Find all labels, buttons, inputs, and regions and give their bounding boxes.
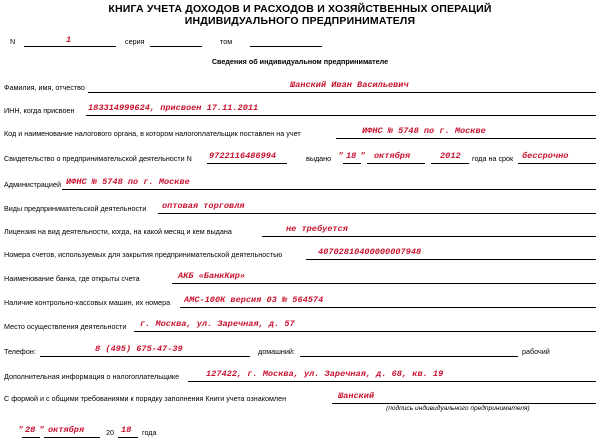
bank-value[interactable]: АКБ «БанкКир» [178,271,246,281]
term-line [518,163,596,164]
activity-label: Виды предпринимательской деятельности [4,204,147,213]
inn-line [86,115,596,116]
issued-day-line [343,163,361,164]
issued-label: выдано [306,154,332,163]
issued-month-line [367,163,425,164]
inn-label: ИНН, когда присвоен [4,106,75,115]
certificate-line [207,163,287,164]
accounts-label: Номера счетов, используемых для закрытия предпринимательской деятельностью [4,250,283,259]
date-day-line [22,437,40,438]
date-day-close-quote: " [39,425,45,435]
issued-day-open-quote: " [338,151,344,161]
place-label: Место осуществления деятельности [4,322,127,331]
extra-info-label: Дополнительная информация о налогоплательщике [4,372,180,381]
issued-month-value[interactable]: октября [374,151,411,161]
phone-line [40,356,250,357]
book-number-value[interactable]: 1 [66,35,72,45]
document-title-line1: КНИГА УЧЕТА ДОХОДОВ И РАСХОДОВ И ХОЗЯЙСТВЕННЫХ ОПЕРАЦИЙ [108,3,492,15]
document-title-line2: ИНДИВИДУАЛЬНОГО ПРЕДПРИНИМАТЕЛЯ [184,15,416,27]
administration-value[interactable]: ИФНС № 5748 по г. Москве [66,177,190,187]
phone-value[interactable]: 8 (495) 675-47-39 [95,344,183,354]
activity-line [158,213,596,214]
acknowledgement-label: С формой и с общими требованиями к порядку заполнения Книги учета ознакомлен [4,394,287,403]
term-value[interactable]: бессрочно [522,151,569,161]
signature-line [332,403,596,404]
issued-day-value[interactable]: 18 [346,151,357,161]
fio-label: Фамилия, имя, отчество [4,83,85,92]
place-value[interactable]: г. Москва, ул. Заречная, д. 57 [140,319,295,329]
accounts-line [306,259,596,260]
extra-info-value[interactable]: 127422, г. Москва, ул. Заречная, д. 68, кв. 19 [206,369,444,379]
license-value[interactable]: не требуется [286,224,348,234]
tax-authority-label: Код и наименование налогового органа, в котором налогоплательщик поставлен на учет [4,129,301,138]
date-month-value[interactable]: октября [48,425,85,435]
activity-value[interactable]: оптовая торговля [162,201,245,211]
volume-label: том [220,37,233,46]
administration-line [62,189,596,190]
administration-label: Администрацией [4,180,61,189]
fio-line [88,92,596,93]
inn-value[interactable]: 183314999624, присвоен 17.11.2011 [88,103,259,113]
signature-value[interactable]: Шанский [338,391,375,401]
book-number-line [24,46,116,47]
accounts-value[interactable]: 40702810400000007948 [318,247,422,257]
issued-year-line [431,163,469,164]
issued-day-close-quote: " [360,151,366,161]
work-phone-label: рабочий [522,347,550,356]
home-phone-label: домашний: [258,347,295,356]
date-year-label: года [142,428,157,437]
bank-line [172,283,596,284]
kkm-value[interactable]: АМС-100К версия 03 № 564574 [184,295,324,305]
date-day-value[interactable]: 28 [25,425,36,435]
certificate-label: Свидетельство о предпринимательской деятельности N [4,154,192,163]
tax-authority-line [336,138,596,139]
date-year-line [118,437,138,438]
date-year-value[interactable]: 18 [121,425,132,435]
date-month-line [44,437,100,438]
section-title: Сведения об индивидуальном предпринимателе [211,57,389,66]
series-label: серия [125,37,145,46]
license-line [262,236,596,237]
volume-line [250,46,322,47]
issued-year-value[interactable]: 2012 [440,151,461,161]
fio-value[interactable]: Шанский Иван Васильевич [290,80,409,90]
home-phone-line [300,356,518,357]
bank-label: Наименование банка, где открыты счета [4,274,140,283]
book-number-label: N [10,37,16,46]
kkm-label: Наличие контрольно-кассовых машин, их номера [4,298,171,307]
signature-note: (подпись индивидуального предпринимателя) [386,405,530,412]
place-line [134,331,596,332]
phone-label: Телефон: [4,347,36,356]
extra-info-line [188,381,596,382]
kkm-line [180,307,596,308]
term-label: года на срок [472,154,514,163]
date-century-label: 20 [106,428,114,437]
date-day-open-quote: " [18,425,24,435]
license-label: Лицензия на вид деятельности, когда, на какой месяц и кем выдана [4,227,232,236]
series-line [150,46,202,47]
certificate-value[interactable]: 9722116486994 [209,151,277,161]
tax-authority-value[interactable]: ИФНС № 5748 по г. Москве [362,126,486,136]
